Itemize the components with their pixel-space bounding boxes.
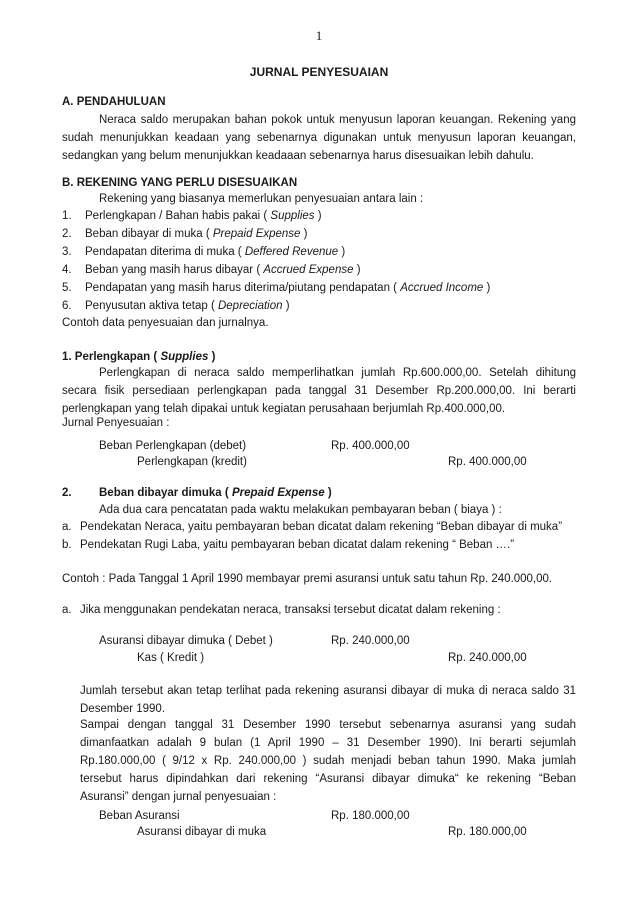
journal-credit-row: Perlengkapan (kredit) Rp. 400.000,00 bbox=[137, 456, 527, 468]
journal-credit-row: Kas ( Kredit ) Rp. 240.000,00 bbox=[137, 652, 527, 664]
supplies-heading: 1. Perlengkapan ( Supplies ) bbox=[62, 351, 216, 363]
list-item: b. Pendekatan Rugi Laba, yaitu pembayaran beban dicatat dalam rekening “ Beban ….” bbox=[62, 539, 515, 551]
page-number: 1 bbox=[315, 28, 323, 43]
adjustment-list bbox=[62, 207, 576, 315]
example-text: Contoh : Pada Tanggal 1 April 1990 membayar premi asuransi untuk satu tahun Rp. 240.000,00. bbox=[62, 573, 553, 585]
prepaid-intro: Ada dua cara pencatatan pada waktu melakukan pembayaran beban ( biaya ) : bbox=[99, 504, 502, 516]
journal-debit-row: Beban Asuransi Rp. 180.000,00 bbox=[99, 810, 410, 822]
section-a-paragraph: Neraca saldo merupakan bahan pokok untuk menyusun laporan keuangan. Rekening yang sudah menunjukkan keadaan yang sebenarnya digunakan untuk menyusun laporan keuangan, sedangkan yang belum menunjukkan keadaaan sebenarnya harus disesuaikan lebih dahulu. bbox=[62, 114, 576, 162]
example-intro: Contoh data penyesuaian dan jurnalnya. bbox=[62, 317, 269, 329]
approach-list bbox=[62, 518, 576, 554]
case-a: a. Jika menggunakan pendekatan neraca, transaksi tersebut dicatat dalam rekening : bbox=[62, 604, 501, 616]
explanation-paragraph-2: Sampai dengan tanggal 31 Desember 1990 tersebut sebenarnya asuransi yang sudah dimanfaatkan adalah 9 bulan (1 April 1990 – 31 Desember 1990). Ini berarti sejumlah Rp.180.000,00 ( 9/12 x Rp. 240.000,00 ) sudah menjadi beban tahun 1990. Maka jumlah tersebut harus dipindahkan dari rekening “Asuransi dibayar dimuka“ ke rekening “Beban Asuransi” dengan jurnal penyesuaian : bbox=[80, 719, 576, 803]
journal-credit-row: Asuransi dibayar di muka Rp. 180.000,00 bbox=[137, 826, 527, 838]
list-item: 1. Perlengkapan / Bahan habis pakai ( Supplies ) bbox=[62, 210, 322, 222]
document-body: JURNAL PENYESUAIAN A. PENDAHULUAN Neraca saldo merupakan bahan pokok untuk menyusun laporan keuangan. Rekening yang sudah menunjukkan keadaan yang sebenarnya digunakan untuk menyusun laporan keuangan, sedangkan yang belum menunjukkan keadaaan sebenarnya harus disesuaikan lebih dahulu. B. REKENING YANG PERLU DISESUAIKAN Rekening yang biasanya memerlukan penyesuaian antara lain : 1. Perlengkapan / Bahan habis pakai ( Supplies ) 2. Beban dibayar di muka ( Prepaid Expense ) 3. Pendapatan diterima di muka ( Deffered Revenue ) 4. Beban yang masih harus dibayar ( Accrued Expense ) 5. Pendapatan yang masih harus diterima/piutang pendapatan ( Accrued Income ) 6. Penyusutan aktiva tetap ( Depreciation ) Contoh data penyesuaian dan jurnalnya. 1. Perlengkapan ( Supplies ) Perlengkapan di neraca saldo memperlihatkan jumlah Rp.600.000,00. Setelah dihitung secara fisik persediaan perlengkapan pada tanggal 31 Desember Rp.200.000,00. Ini berarti perlengkapan yang telah dipakai untuk kegiatan perusahaan berjumlah Rp.400.000,00. Jurnal Penyesuaian : Beban Perlengkapan (debet) Rp. 400.000,00 Perlengkapan (kredit) Rp. 400.000,00 2. Beban dibayar dimuka ( Prepaid Expense ) Ada dua cara pencatatan pada waktu melakukan pembayaran beban ( biaya ) : a. Pendekatan Neraca, yaitu pembayaran beban dicatat dalam rekening “Beban dibayar di muka” b. Pendekatan Rugi Laba, yaitu pembayaran beban dicatat dalam rekening “ Beban ….” Contoh : Pada Tanggal 1 April 1990 membayar premi asuransi untuk satu tahun Rp. 240.000,00. a. Jika menggunakan pendekatan neraca, transaksi tersebut dicatat dalam rekening : Asuransi dibayar dimuka ( Debet ) Rp. 240.000,00 Kas ( Kredit ) Rp. 240.000,00 Jumlah tersebut akan tetap terlihat pada rekening asuransi dibayar di muka di neraca saldo 31 Desember 1990. Sampai dengan tanggal 31 Desember 1990 tersebut sebenarnya asuransi yang sudah dimanfaatkan adalah 9 bulan (1 April 1990 – 31 Desember 1990). Ini berarti sejumlah Rp.180.000,00 ( 9/12 x Rp. 240.000,00 ) sudah menjadi beban tahun 1990. Maka jumlah tersebut harus dipindahkan dari rekening “Asuransi dibayar dimuka“ ke rekening “Beban Asuransi” dengan jurnal penyesuaian : Beban Asuransi Rp. 180.000,00 Asuransi dibayar di muka Rp. 180.000,00 bbox=[62, 0, 576, 18]
section-b-heading: B. REKENING YANG PERLU DISESUAIKAN bbox=[62, 177, 298, 189]
section-a-heading: A. PENDAHULUAN bbox=[62, 96, 166, 108]
list-item: 5. Pendapatan yang masih harus diterima/piutang pendapatan ( Accrued Income ) bbox=[62, 282, 491, 294]
list-item: 4. Beban yang masih harus dibayar ( Accrued Expense ) bbox=[62, 264, 361, 276]
list-item: 3. Pendapatan diterima di muka ( Deffered Revenue ) bbox=[62, 246, 346, 258]
section-b-intro: Rekening yang biasanya memerlukan penyesuaian antara lain : bbox=[99, 193, 424, 205]
explanation-paragraph-1: Jumlah tersebut akan tetap terlihat pada rekening asuransi dibayar di muka di neraca saldo 31 Desember 1990. bbox=[80, 685, 576, 715]
list-item: 2. Beban dibayar di muka ( Prepaid Expense ) bbox=[62, 228, 308, 240]
journal-debit-row: Asuransi dibayar dimuka ( Debet ) Rp. 240.000,00 bbox=[99, 635, 410, 647]
journal-debit-row: Beban Perlengkapan (debet) Rp. 400.000,00 bbox=[99, 440, 410, 452]
supplies-paragraph: Perlengkapan di neraca saldo memperlihatkan jumlah Rp.600.000,00. Setelah dihitung secara fisik persediaan perlengkapan pada tanggal 31 Desember Rp.200.000,00. Ini berarti perlengkapan yang telah dipakai untuk kegiatan perusahaan berjumlah Rp.400.000,00. bbox=[62, 367, 576, 415]
list-item: a. Pendekatan Neraca, yaitu pembayaran beban dicatat dalam rekening “Beban dibayar di muka” bbox=[62, 521, 563, 533]
page-title: JURNAL PENYESUAIAN bbox=[249, 65, 389, 79]
list-item: 6. Penyusutan aktiva tetap ( Depreciation ) bbox=[62, 300, 290, 312]
journal-label: Jurnal Penyesuaian : bbox=[62, 417, 170, 429]
